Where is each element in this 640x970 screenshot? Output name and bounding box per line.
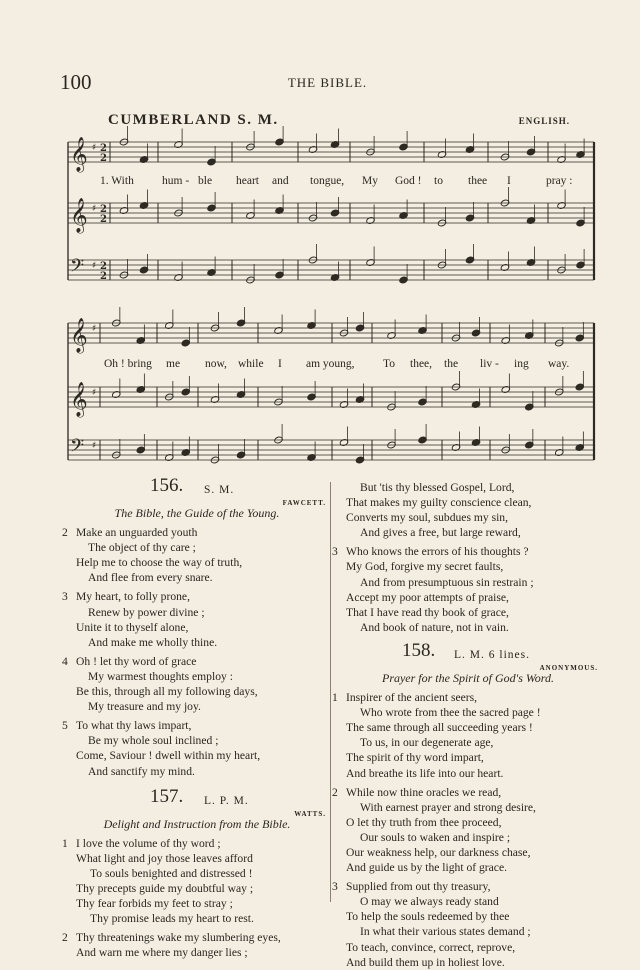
lyric-syllable: now,	[205, 358, 227, 370]
verse-number: 2	[332, 785, 338, 799]
lyric-syllable: I	[507, 175, 511, 187]
verse-line: And flee from every snare.	[88, 571, 213, 585]
right-column	[332, 480, 604, 970]
verse-line: And guide us by the light of grace.	[346, 861, 507, 875]
lyric-syllable: and	[272, 175, 289, 187]
key-sharp-icon: ♯	[92, 204, 97, 214]
lyric-syllable: while	[238, 358, 264, 370]
hymn-subtitle: The Bible, the Guide of the Young.	[114, 506, 280, 520]
lyric-syllable: me	[166, 358, 181, 370]
hymn-meter: L. P. M.	[204, 794, 249, 807]
verse-line: The spirit of thy word impart,	[346, 751, 484, 765]
verse-number: 3	[62, 590, 68, 604]
time-sig-bottom: 2	[100, 214, 107, 225]
lyric-syllable: ble	[198, 175, 213, 187]
key-sharp-icon: ♯	[92, 261, 97, 271]
verse-line: O may we always ready stand	[360, 895, 499, 909]
time-sig-top: 2	[100, 204, 107, 215]
verse-line: My warmest thoughts employ :	[88, 669, 233, 683]
verse-line: And gives a free, but large reward,	[360, 526, 521, 540]
lyric-syllable: To	[383, 358, 395, 370]
verse-line	[62, 930, 332, 945]
lyric-syllable: to	[434, 175, 443, 187]
verse-line: Thy promise leads my heart to rest.	[90, 912, 254, 926]
verse-number: 2	[62, 931, 68, 945]
hymn-number: 156.	[150, 475, 184, 496]
verse-line	[332, 690, 604, 705]
verse-line: O let thy truth from thee proceed,	[346, 815, 502, 829]
verse-line: Thy fear forbids my feet to stray ;	[76, 897, 233, 911]
verse-number: 1	[62, 836, 68, 850]
verse-line	[62, 589, 332, 604]
verse-line: But 'tis thy blessed Gospel, Lord,	[360, 481, 515, 494]
tune-origin: ENGLISH.	[518, 116, 570, 126]
verse-text: I love the volume of thy word ;	[76, 836, 221, 850]
verse-line: And breathe its life into our heart.	[346, 766, 504, 780]
verse-text: Supplied from out thy treasury,	[346, 880, 491, 894]
lyric-syllable: 1. With	[100, 175, 134, 187]
running-title: THE BIBLE.	[287, 75, 368, 90]
key-sharp-icon: ♯	[92, 324, 97, 334]
bass-clef-icon: 𝄢	[70, 256, 85, 281]
key-sharp-icon: ♯	[92, 388, 97, 398]
verse-line	[62, 836, 332, 851]
verse-number: 3	[332, 545, 338, 559]
verse-line	[332, 544, 604, 559]
hymn-header	[62, 785, 332, 811]
verse-text: To what thy laws impart,	[76, 719, 192, 733]
verse-line: In what their various states demand ;	[360, 925, 531, 939]
hymn-meter: S. M.	[204, 484, 235, 496]
verse-text: Thy threatenings wake my slumbering eyes,	[76, 931, 281, 945]
hymn-subtitle: Delight and Instruction from the Bible.	[103, 816, 291, 831]
verse-text: Who knows the errors of his thoughts ?	[346, 545, 529, 559]
verse-line: Be this, through all my following days,	[76, 685, 258, 699]
hymn-author: WATTS.	[294, 809, 326, 818]
time-sig-bottom: 2	[100, 271, 107, 282]
verse-line: To us, in our degenerate age,	[360, 736, 494, 750]
lyric-syllable: thee	[468, 175, 488, 187]
verse-number: 3	[332, 880, 338, 894]
verse-line: That I have read thy book of grace,	[346, 605, 509, 619]
tune-title: CUMBERLAND S. M.	[108, 112, 279, 128]
lyric-syllable: God !	[395, 175, 422, 187]
hymn-subtitle: Prayer for the Spirit of God's Word.	[381, 670, 554, 685]
verse-line: Thy precepts guide my doubtful way ;	[76, 881, 254, 895]
verse-line: The object of thy care ;	[88, 541, 196, 555]
verse-line: Come, Saviour ! dwell within my heart,	[76, 749, 261, 763]
hymn-number: 157.	[150, 785, 184, 807]
treble-clef-icon: 𝄞	[70, 137, 88, 172]
lyric-syllable: My	[362, 175, 378, 187]
verse-line: To help the souls redeemed by thee	[346, 910, 510, 924]
lyric-syllable: am young,	[306, 358, 355, 370]
hymn-author: ANONYMOUS.	[539, 663, 598, 672]
lyric-syllable: I	[278, 358, 282, 370]
verse-line: And book of nature, not in vain.	[360, 620, 509, 634]
verse-line	[62, 718, 332, 733]
verse-line: And warn me where my danger lies ;	[76, 946, 248, 960]
lyric-syllable: tongue,	[310, 175, 345, 187]
hymn-number: 158.	[402, 639, 436, 661]
left-column	[62, 475, 332, 960]
lyric-syllable: hum -	[162, 175, 190, 187]
verse-line: Renew by power divine ;	[88, 605, 205, 619]
verse-text: Make an unguarded youth	[76, 526, 198, 540]
verse-line: What light and joy those leaves afford	[76, 851, 253, 865]
verse-line: That makes my guilty conscience clean,	[346, 496, 532, 510]
treble-clef-icon: 𝄞	[70, 198, 88, 233]
verse-number: 5	[62, 719, 68, 733]
music-score	[0, 0, 640, 470]
verse-line: And build them up in holiest love.	[346, 955, 505, 969]
verse-text: Oh ! let thy word of grace	[76, 654, 197, 668]
hymn-header	[62, 475, 332, 500]
verse-line: Help me to choose the way of truth,	[76, 556, 243, 570]
verse-line: Unite it to thyself alone,	[76, 620, 189, 634]
verse-line: The same through all succeeding years !	[346, 721, 533, 735]
lyric-syllable: pray :	[546, 175, 573, 187]
verse-line: With earnest prayer and strong desire,	[360, 800, 536, 814]
verse-line: And make me wholly thine.	[88, 635, 218, 649]
key-sharp-icon: ♯	[92, 143, 97, 153]
verse-line: Who wrote from thee the sacred page !	[360, 706, 541, 720]
time-sig-bottom: 2	[100, 153, 107, 164]
verse-line: And sanctify my mind.	[88, 764, 195, 778]
bass-clef-icon: 𝄢	[70, 436, 85, 461]
verse-text: My heart, to folly prone,	[76, 590, 190, 604]
lyric-syllable: Oh ! bring	[104, 358, 152, 370]
verse-number: 1	[332, 691, 338, 705]
verse-line	[332, 879, 604, 894]
verse-line: To souls benighted and distressed !	[90, 866, 253, 880]
verse-number: 2	[62, 526, 68, 540]
key-sharp-icon: ♯	[92, 441, 97, 451]
lyric-syllable: ing	[514, 358, 529, 370]
hymn-header	[332, 639, 604, 665]
page-number: 100	[60, 70, 92, 94]
lyric-syllable: heart	[236, 175, 259, 187]
time-sig-top: 2	[100, 143, 107, 154]
treble-clef-icon: 𝄞	[70, 318, 88, 353]
verse-text: Inspirer of the ancient seers,	[346, 691, 478, 705]
lyric-syllable: the	[444, 358, 459, 370]
verse-line: Accept my poor attempts of praise,	[346, 590, 509, 604]
hymn-meter: L. M. 6 lines.	[454, 648, 530, 661]
verse-line	[62, 654, 332, 669]
column-divider	[330, 482, 331, 902]
lyric-syllable: thee,	[410, 358, 433, 370]
hymn-author: FAWCETT.	[282, 499, 326, 507]
verse-line	[332, 785, 604, 800]
time-sig-top: 2	[100, 261, 107, 272]
lyric-syllable: liv -	[480, 358, 499, 370]
verse-line: Our weakness help, our darkness chase,	[346, 845, 531, 859]
verse-line: Be my whole soul inclined ;	[88, 734, 219, 748]
verse-line: Our souls to waken and inspire ;	[360, 830, 511, 844]
treble-clef-icon: 𝄞	[70, 382, 88, 417]
verse-line: My God, forgive my secret faults,	[346, 560, 504, 574]
verse-number: 4	[62, 654, 68, 668]
lyric-syllable: way.	[548, 358, 570, 370]
verse-line: My treasure and my joy.	[88, 700, 201, 714]
verse-line	[62, 525, 332, 540]
verse-line: Converts my soul, subdues my sin,	[346, 511, 508, 525]
verse-line: To teach, convince, correct, reprove,	[346, 940, 516, 954]
verse-line: And from presumptuous sin restrain ;	[360, 575, 534, 589]
verse-text: While now thine oracles we read,	[346, 785, 502, 799]
